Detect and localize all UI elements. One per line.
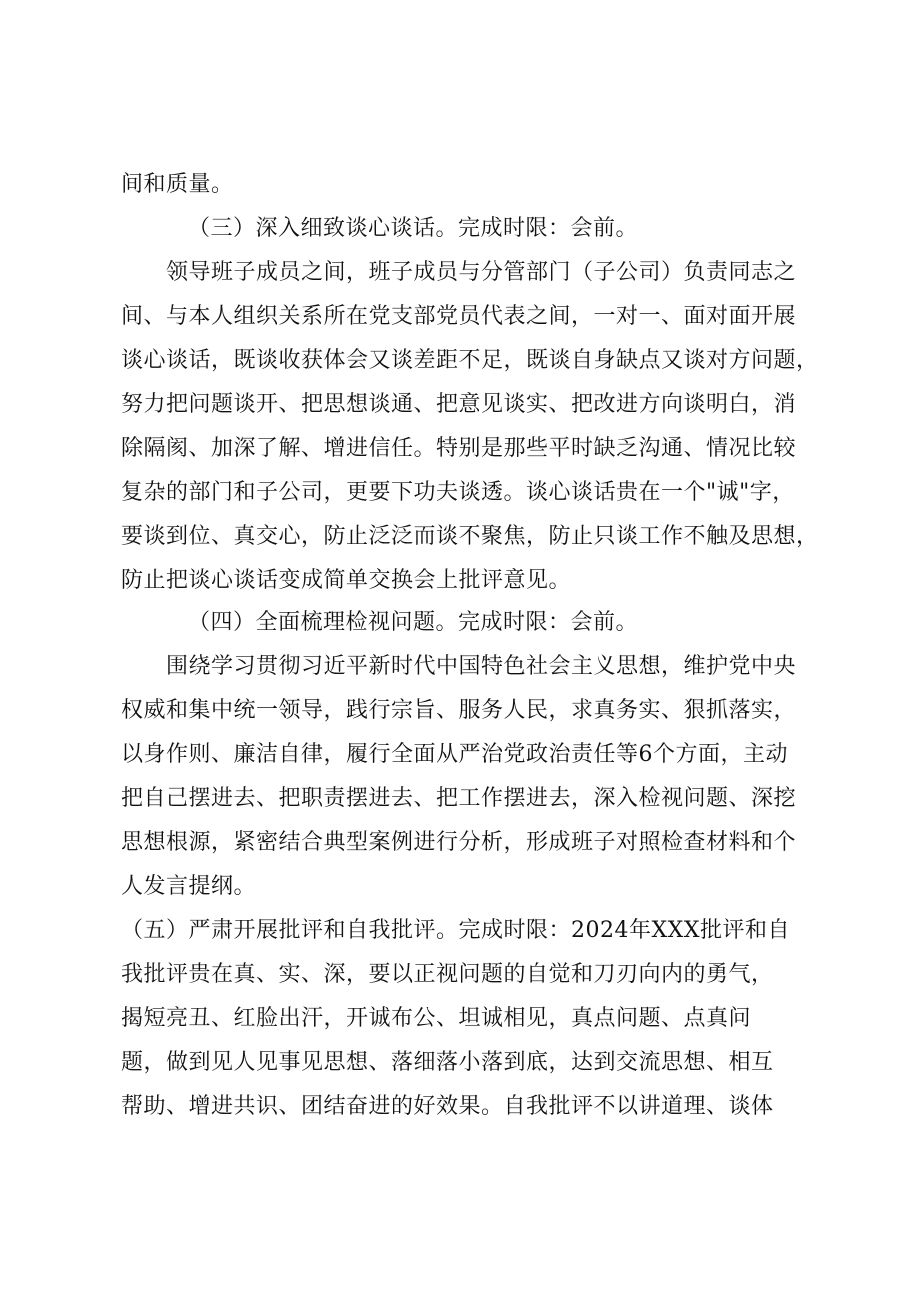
- paragraph-line: 帮助、增进共识、团结奋进的好效果。自我批评不以讲道理、谈体: [121, 1094, 774, 1119]
- paragraph-line: 我批评贵在真、实、深，要以正视问题的自觉和刀刃向内的勇气，: [121, 962, 774, 987]
- section-heading-4: （四）全面梳理检视问题。完成时限：会前。: [188, 610, 639, 635]
- section-heading-5: （五）严肃开展批评和自我批评。完成时限：2024年XXX批评和自: [121, 918, 790, 943]
- paragraph-line: 除隔阂、加深了解、增进信任。特别是那些平时缺乏沟通、情况比较: [121, 436, 797, 461]
- paragraph-line: 权威和集中统一领导，践行宗旨、服务人民，求真务实、狠抓落实，: [121, 698, 797, 723]
- section-heading-3: （三）深入细致谈心谈话。完成时限：会前。: [188, 216, 639, 241]
- paragraph-line: 人发言提纲。: [121, 874, 257, 899]
- text-line: 间和质量。: [121, 172, 234, 197]
- paragraph-line: 谈心谈话，既谈收获体会又谈差距不足，既谈自身缺点又谈对方问题，: [121, 348, 819, 373]
- paragraph-line: 把自己摆进去、把职责摆进去、把工作摆进去，深入检视问题、深挖: [121, 786, 797, 811]
- paragraph-line: 间、与本人组织关系所在党支部党员代表之间，一对一、面对面开展: [121, 304, 797, 329]
- paragraph-line: 题，做到见人见事见思想、落细落小落到底，达到交流思想、相互: [121, 1050, 774, 1075]
- paragraph-line: 要谈到位、真交心，防止泛泛而谈不聚焦，防止只谈工作不触及思想，: [121, 524, 819, 549]
- paragraph-line: 以身作则、廉洁自律，履行全面从严治党政治责任等6个方面，主动: [121, 742, 788, 767]
- paragraph-line: 揭短亮丑、红脸出汗，开诚布公、坦诚相见，真点问题、点真问: [121, 1006, 752, 1031]
- paragraph-line: 复杂的部门和子公司，更要下功夫谈透。谈心谈话贵在一个"诚"字，: [121, 480, 795, 505]
- paragraph-line: 思想根源，紧密结合典型案例进行分析，形成班子对照检查材料和个: [121, 830, 797, 855]
- paragraph-line: 领导班子成员之间，班子成员与分管部门（子公司）负责同志之: [166, 260, 797, 285]
- paragraph-line: 围绕学习贯彻习近平新时代中国特色社会主义思想，维护党中央: [166, 654, 797, 679]
- paragraph-line: 努力把问题谈开、把思想谈通、把意见谈实、把改进方向谈明白，消: [121, 392, 797, 417]
- paragraph-line: 防止把谈心谈话变成简单交换会上批评意见。: [121, 568, 572, 593]
